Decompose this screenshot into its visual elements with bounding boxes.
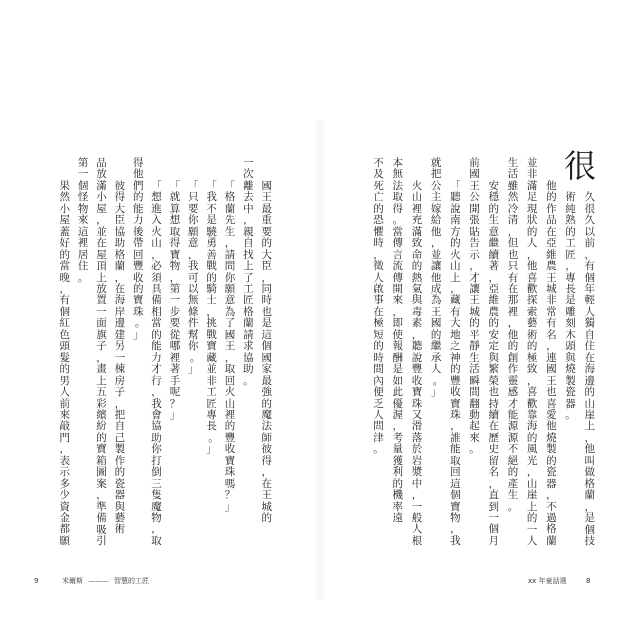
page-number: 8 [586,577,591,585]
text-column: 彼得大臣協助格蘭，在海岸邊建另一棟房子，把自己製作的瓷器與藝術 [114,179,126,536]
text-column: 國王最重要的大臣，同時也是這個國家最強的魔法師彼得，在王城的 [261,179,272,525]
chapter-title: 智慧的工匠 [114,577,149,585]
text-column: 「我不是驍勇善戰的騎士，挑戰寶藏並非工匠專長。」 [206,179,217,456]
text-column: 前國王公開張貼告示，才讓王城的平靜生活瞬間翻動起來。 [469,157,480,456]
text-column: 安穩的生意繼續著，亞維農的安定與繁榮也持續在歷史留名，直到一個月 [488,179,499,547]
text-column: 生活雖然冷清，但也只有在那裡，他的創作靈感才能源源不絕的產生。 [507,157,519,513]
text-column: 果然小屋蓋好的當晚，有個紅色頭髮的男人前來敲門，表示多少資金都願 [59,179,70,547]
text-column: 得他們的能力後帶回豐收的寶珠。」 [133,157,144,341]
text-column: 術純熟的工匠，專長是雕刻木頭與燒製瓷器。 [565,191,576,421]
text-column: 本無法取得。當傳言流傳開來，即使報酬是如此優渥，考量獲利的機率遠 [392,157,403,525]
text-column: 第一個怪物來這裡居住。 [77,157,89,284]
text-column: 他的作品在亞維農王城非常有名，連國王也喜愛他燒製的瓷器，不過格蘭 [546,179,557,547]
title-separator: ——— [88,577,109,585]
page-number: 9 [34,577,39,585]
text-column: 久很久以前，有個年輕人獨自住在海邊的山崖上，他叫做格蘭，是個技 [584,191,595,547]
text-column: 不及死亡的恐懼時，徵人啟事在極短的時間內便乏人問津。 [373,157,384,456]
book-title: 米爾斯 [62,577,83,585]
text-column: 「只要你願意，我可以無條件幫你。」 [188,179,199,376]
text-column: 火山裡充滿致命的熱氣與毒素，聽說豐收寶珠又滑落於岩漿中，一般人根 [411,179,423,547]
text-column: 「就算想取得寶物，第一步要從哪裡著手呢？」 [169,179,181,421]
text-column: 「聽說南方的火山上，藏有大地之神的豐收寶珠，誰能取回這個寶物，我 [450,179,461,547]
right-page [320,0,640,640]
text-column: 「格蘭先生，請問你願意為了國王，取回火山裡的豐收寶珠嗎？」 [224,179,236,513]
text-column: 並非滿足現狀的人，他喜歡探索藝術的極致，喜歡靠海的風光，山崖上的一人 [526,157,538,547]
text-column: 就把公主嫁給他，並讓他成為王國的繼承人。」 [430,157,442,399]
text-column: 「想進入火山，必須具備相當的能力才行，我會協助你打倒三隻魔物，取 [151,179,162,547]
drop-cap: 很 [563,147,596,185]
text-column: 品放滿小屋，並在屋頂上放置一面旗子，畫上五彩繽紛的寶箱圖案，準備吸引 [96,157,107,547]
running-head: xx 年童話選 [528,577,567,585]
text-column: 一次離去中，親自找上了工匠格蘭請求協助。 [243,157,254,387]
